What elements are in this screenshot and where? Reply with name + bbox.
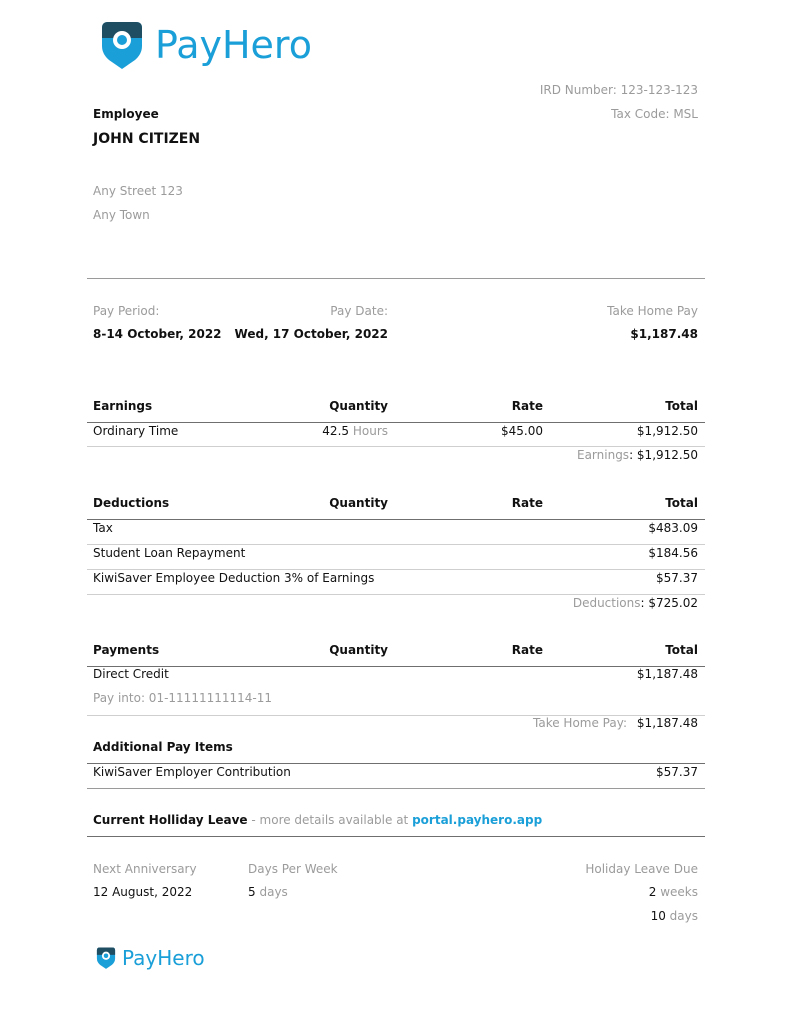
divider [87,666,705,667]
earnings-header-total: Total [665,399,698,413]
additional-row-desc: KiwiSaver Employer Contribution [93,765,291,779]
employee-label: Employee [93,107,159,121]
payment-row-desc: Direct Credit [93,667,169,681]
deduction-row-desc: Student Loan Repayment [93,546,246,560]
ird-number: IRD Number: 123-123-123 [539,83,698,97]
pay-period-label: Pay Period: [93,304,160,318]
footer-logo [96,944,226,974]
take-home-amount: $1,187.48 [630,327,698,341]
pay-date: Wed, 17 October, 2022 [234,327,388,341]
brand-name: PayHero [155,23,312,67]
employee-name: JOHN CITIZEN [93,131,201,147]
earnings-header-qty: Quantity [329,399,388,413]
earnings-row-desc: Ordinary Time [93,424,179,438]
next-anniversary: 12 August, 2022 [93,885,193,899]
deduction-row-total: $483.09 [648,521,698,535]
earnings-header-rate: Rate [511,399,543,413]
leave-days-unit: days [669,909,698,923]
divider [87,836,705,837]
earnings-subtotal-label: Earnings [576,448,630,462]
next-anniversary-label: Next Anniversary [93,862,197,876]
take-home-label: Take Home Pay [607,304,698,318]
earnings-header-desc: Earnings [93,399,153,413]
divider [87,763,705,764]
deductions-subtotal-label: Deductions [572,596,641,610]
tax-code: Tax Code: MSL [611,107,698,121]
earnings-row-qty [322,424,388,438]
divider [87,569,705,570]
payments-header-total: Total [665,643,698,657]
days-per-week-unit: days [259,885,288,899]
divider [87,594,705,595]
footer-brand-name: PayHero [122,946,205,970]
payments-header-rate: Rate [511,643,543,657]
days-per-week-label: Days Per Week [248,862,338,876]
deduction-row-desc: Tax [93,521,113,535]
deduction-row-desc: KiwiSaver Employee Deduction 3% of Earnings [93,571,375,585]
earnings-row-total: $1,912.50 [636,424,698,438]
holiday-title: Current Holliday Leave [93,813,248,827]
payments-header-qty: Quantity [329,643,388,657]
leave-days-value: 10 [650,909,666,923]
location-pin-heart-icon [96,946,116,970]
deductions-header-desc: Deductions [93,496,170,510]
deductions-header-total: Total [665,496,698,510]
payments-take-home-label: Take Home Pay: [533,716,627,730]
payments-header-desc: Payments [93,643,160,657]
qty-unit: Hours [352,424,388,438]
days-per-week-value: 5 [248,885,256,899]
payments-take-home-value: $1,187.48 [636,716,698,730]
pay-into-account: Pay into: 01-11111111114-11 [93,691,272,705]
earnings-subtotal [577,448,698,462]
divider [87,446,705,447]
leave-due-days [651,909,698,923]
deductions-subtotal [573,596,698,610]
holiday-title-line [93,813,542,827]
days-per-week [248,885,288,899]
divider [87,519,705,520]
leave-weeks-value: 2 [648,885,657,899]
pay-date-label: Pay Date: [330,304,388,318]
divider [87,544,705,545]
leave-weeks-unit: weeks [660,885,698,899]
deductions-header-rate: Rate [511,496,543,510]
leave-due-weeks [649,885,698,899]
holiday-note: - more details available at [247,813,413,827]
payment-row-total: $1,187.48 [636,667,698,681]
divider [87,422,705,423]
qty-value: 42.5 [322,424,350,438]
deduction-row-total: $57.37 [656,571,698,585]
address-line-2: Any Town [93,208,150,222]
location-pin-heart-icon [100,20,144,70]
deduction-row-total: $184.56 [648,546,698,560]
divider [87,788,705,789]
additional-title: Additional Pay Items [93,740,233,754]
additional-row-total: $57.37 [656,765,698,779]
address-line-1: Any Street 123 [93,184,183,198]
earnings-subtotal-value: : $1,912.50 [629,448,698,462]
divider [87,278,705,279]
leave-due-label: Holiday Leave Due [585,862,698,876]
earnings-row-rate: $45.00 [501,424,543,438]
pay-period: 8-14 October, 2022 [93,327,222,341]
deductions-header-qty: Quantity [329,496,388,510]
portal-link[interactable]: portal.payhero.app [412,813,543,827]
deductions-subtotal-value: : $725.02 [640,596,698,610]
header-logo [100,20,340,72]
